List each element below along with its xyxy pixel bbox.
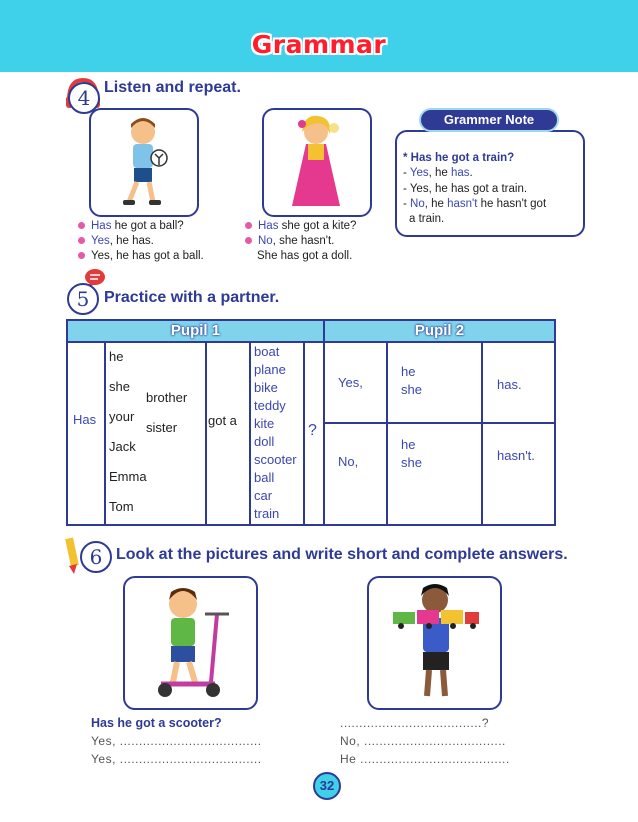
note-line-1: - Yes, he has. <box>403 167 473 179</box>
pronoun-yes-he: he <box>401 364 416 379</box>
bullet-icon <box>78 252 85 259</box>
row-divider-right <box>325 422 554 424</box>
object-ball: ball <box>254 470 275 485</box>
right-line-2: No, she hasn't. <box>245 235 334 247</box>
col-divider-2 <box>205 341 207 526</box>
pupil2-label: Pupil 2 <box>414 322 465 339</box>
right-line-3: She has got a doll. <box>257 250 353 262</box>
subject-jack: Jack <box>109 439 136 454</box>
object-plane: plane <box>254 362 286 377</box>
subject-your: your <box>109 409 135 424</box>
picture-girl-doll <box>262 108 372 217</box>
note-line-2: - Yes, he has got a train. <box>403 183 528 195</box>
object-teddy: teddy <box>254 398 286 413</box>
note-line-3: - No, he hasn't he hasn't got <box>403 198 547 210</box>
answer-yes: Yes, <box>338 375 363 390</box>
object-kite: kite <box>254 416 275 431</box>
col-divider-1 <box>104 341 106 526</box>
a1-line-1[interactable]: Yes, ..................................... <box>91 734 262 748</box>
section6-title: Look at the pictures and write short and complete answers. <box>116 546 568 563</box>
verb-has: has. <box>497 377 522 392</box>
object-scooter: scooter <box>254 452 297 467</box>
bullet-icon <box>78 222 85 229</box>
col-divider-4 <box>303 341 305 526</box>
section5-title: Practice with a partner. <box>104 289 280 306</box>
note-question: * Has he got a train? <box>403 152 515 164</box>
bullet-icon <box>245 237 252 244</box>
subject-he: he <box>109 349 124 364</box>
subject-she: she <box>109 379 130 394</box>
pronoun-no-he: he <box>401 437 416 452</box>
subject-emma: Emma <box>109 469 147 484</box>
pronoun-no-she: she <box>401 455 422 470</box>
picture-boy-scooter <box>123 576 258 710</box>
pronoun-yes-she: she <box>401 382 422 397</box>
right-line-1: Has she got a kite? <box>245 220 356 232</box>
answer-no: No, <box>338 454 359 469</box>
a2-line-2[interactable]: He ....................................... <box>340 752 510 766</box>
a1-line-2[interactable]: Yes, ..................................... <box>91 752 262 766</box>
object-bike: bike <box>254 380 278 395</box>
col-divider-7 <box>481 341 483 526</box>
picture-boy-ball <box>89 108 199 217</box>
verb-hasnt: hasn't. <box>497 448 535 463</box>
bullet-icon <box>245 222 252 229</box>
left-line-1: Has he got a ball? <box>78 220 184 232</box>
bullet-icon <box>78 237 85 244</box>
got-a-cell: got a <box>208 413 237 428</box>
object-doll: doll <box>254 434 275 449</box>
section-number-6: 6 <box>80 541 112 573</box>
q1-text: Has he got a scooter? <box>91 716 222 730</box>
relation-sister: sister <box>146 420 178 435</box>
left-line-2: Yes, he has. <box>78 235 154 247</box>
pupil1-label: Pupil 1 <box>170 322 221 339</box>
picture-boy-train <box>367 576 502 710</box>
relation-brother: brother <box>146 390 188 405</box>
page-title: Grammar <box>251 30 387 59</box>
left-line-3: Yes, he has got a ball. <box>78 250 204 262</box>
object-car: car <box>254 488 273 503</box>
subject-tom: Tom <box>109 499 134 514</box>
section-number-4: 4 <box>68 82 100 114</box>
section-number-5: 5 <box>67 283 99 315</box>
note-line-4: a train. <box>409 213 445 225</box>
object-train: train <box>254 506 280 521</box>
object-boat: boat <box>254 344 280 359</box>
section4-title: Listen and repeat. <box>104 79 241 96</box>
question-mark: ? <box>308 422 317 439</box>
col-divider-6 <box>386 341 388 526</box>
a2-line-1[interactable]: No, ..................................... <box>340 734 506 748</box>
has-cell: Has <box>73 412 97 427</box>
grammar-note-badge: Grammer Note <box>419 108 559 132</box>
col-divider-3 <box>249 341 251 526</box>
pencil-icon <box>63 536 81 576</box>
q2-line[interactable]: .....................................? <box>340 716 490 730</box>
page-number: 32 <box>313 772 341 800</box>
